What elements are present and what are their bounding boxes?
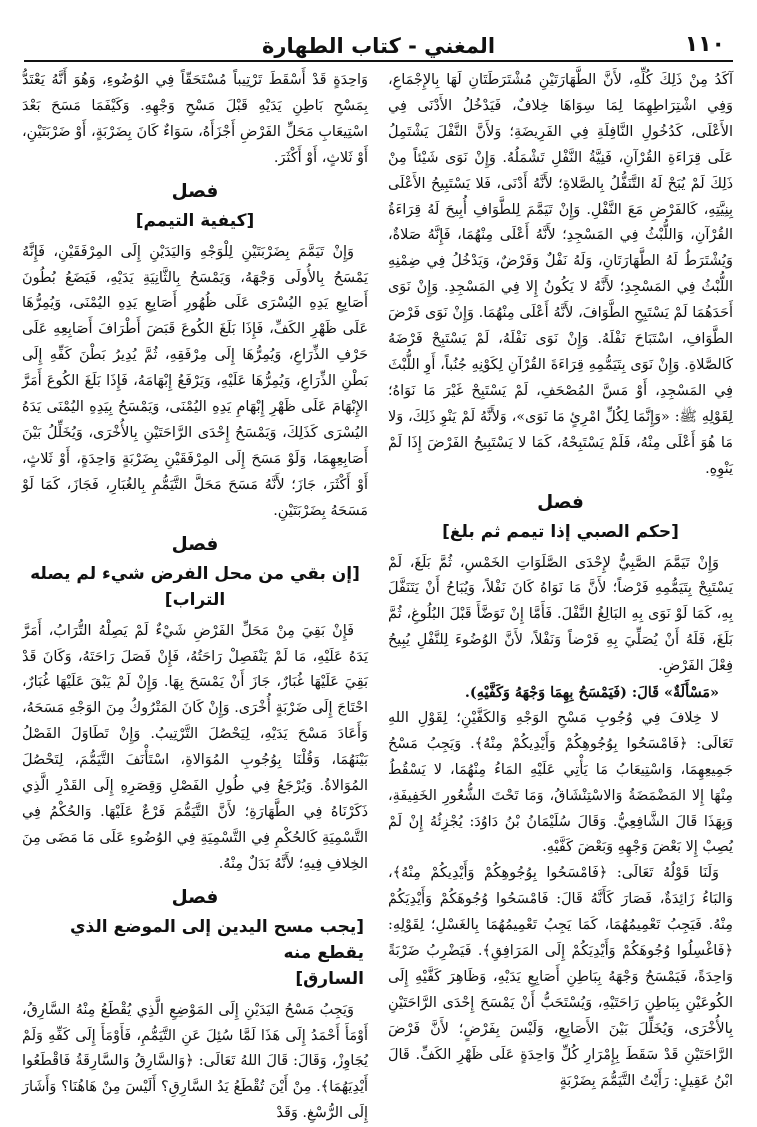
paragraph: وَيَجِبُ مَسْحُ اليَدَيْنِ إِلَى المَوْضِعِ الَّذِي يُقْطَعُ مِنْهُ السَّارِقُ، أَوْمَأَ أَحْمَدُ إِلَى هَذَا لَمَّا سُئِلَ عَنِ التَّيَمُّمِ، فَأَوْمَأَ إِلَى كَفِّهِ وَلَمْ يُجَاوِزْ، وَقَالَ: قَالَ اللهُ تَعَالَى: ﴿وَالسَّارِقُ وَالسَّارِقَةُ فَاقْطَعُوا أَيْدِيَهُمَا﴾. مِنْ أَيْنَ تُقْطَعُ يَدُ السَّارِقِ؟ أَلَيْسَ مِنْ هَاهُنَا؟ وَأَشَارَ إِلَى الرُّسْغِ. وَقَدْ	[22, 1001, 368, 1122]
header-divider	[24, 60, 733, 62]
page-header	[26, 22, 731, 62]
column-divider	[378, 66, 379, 1090]
running-title: المغني - كتاب الطهارة	[261, 34, 496, 58]
paragraph: وَاحِدَةٍ قَدْ أَسْقَطَ تَرْتِيباً مُسْتَحَقّاً فِي الوُضُوءِ، وَهُوَ أَنَّهُ يَعْتَدُّ بِمَسْحِ بَاطِنِ يَدَيْهِ قَبْلَ مَسْحِ وَجْهِهِ. وَكَيْفَمَا مَسَحَ بَعْدَ اسْتِيعَابِ مَحَلِّ الفَرْضِ أَجْزَأَهُ، سَوَاءٌ كَانَ بِضَرْبَةٍ، أَوْ ضَرْبَتَيْنِ، أَوْ ثَلاثٍ، أَوْ أَكْثَرَ.	[22, 72, 368, 166]
section-title: [إن بقي من محل الفرض شيء لم يصله التراب]	[30, 563, 360, 610]
paragraph: فَإِنْ بَقِيَ مِنْ مَحَلِّ الفَرْضِ شَيْءٌ لَمْ يَصِلْهُ التُّرَابُ، أَمَرَّ يَدَهُ عَلَيْهِ، مَا لَمْ يَنْفَصِلْ رَاحَتُهُ، فَإِنْ فَصَلَ رَاحَتَهُ، وَكَانَ قَدْ بَقِيَ عَلَيْهَا غُبَارٌ، جَازَ أَنْ يَمْسَحَ بِهَا. وَإِنْ لَمْ يَبْقَ عَلَيْهَا غُبَارٌ، احْتَاجَ إِلَى ضَرْبَةٍ أُخْرَى. وَإِنْ كَانَ المَتْرُوكُ مِنَ الوَجْهِ مَسَحَهُ، وَأَعَادَ مَسْحَ يَدَيْهِ، لِيَحْصُلَ التَّرْتِيبُ. وَإِنْ تَطَاوَلَ الفَصْلُ بَيْنَهُمَا، وَقُلْنَا بِوُجُوبِ المُوَالاةِ، اسْتَأْنَفَ التَّيَمُّمَ، لِتَحْصُلَ المُوَالاةُ. وَيُرْجَعُ فِي طُولِ الفَصْلِ وَقِصَرِهِ إِلَى القَدْرِ الَّذِي ذَكَرْنَاهُ فِي الطَّهَارَةِ؛ لأَنَّ التَّيَمُّمَ فَرْعٌ عَلَيْهَا. وَالحُكْمُ فِي التَّسْمِيَةِ كَالحُكْمِ فِي التَّسْمِيَةِ فِي الوُضُوءِ عَلَى مَا مَضَى مِنَ الخِلافِ فِيهِ؛ لأَنَّهُ بَدَلٌ مِنْهُ.	[22, 622, 368, 872]
section-heading: فصل	[171, 533, 219, 555]
section-title: [حكم الصبي إذا تيمم ثم بلغ]	[442, 521, 679, 542]
paragraph: وَإِنْ تَيَمَّمَ الصَّبِيُّ لإِحْدَى الصَّلَوَاتِ الخَمْسِ، ثُمَّ بَلَغَ، لَمْ يَسْتَبِحْ بِتَيَمُّمِهِ فَرْضاً؛ لأَنَّ مَا نَوَاهُ كَانَ نَفْلاً، وَيُبَاحُ أَنْ يَتَنَفَّلَ بِهِ، كَمَا لَوْ نَوَى بِهِ البَالِغُ النَّفْلَ. فَأَمَّا إِنْ تَوَضَّأَ قَبْلَ البُلُوغِ، ثُمَّ بَلَغَ، فَلَهُ أَنْ يُصَلِّيَ بِهِ فَرْضاً وَنَفْلاً، لأَنَّ الوُضُوءَ لِلنَّفْلِ يُبِيحُ فِعْلَ الفَرْضِ.	[388, 554, 733, 675]
section-title	[22, 914, 368, 992]
section-title-line: السارق]	[295, 968, 364, 989]
section-heading: فصل	[171, 886, 219, 908]
page-number: ١١٠	[684, 32, 725, 57]
paragraph: وَلَنَا قَوْلُهُ تَعَالَى: ﴿فَامْسَحُوا بِوُجُوهِكُمْ وَأَيْدِيكُمْ مِنْهُ﴾، وَالبَاءُ زَائِدَةٌ، فَصَارَ كَأَنَّهُ قَالَ: فَامْسَحُوا وُجُوهَكُمْ وَأَيْدِيَكُمْ مِنْهُ. فَيَجِبُ تَعْمِيمُهُمَا، كَمَا يَجِبُ تَعْمِيمُهُمَا بِالغَسْلِ؛ لِقَوْلِهِ: ﴿فَاغْسِلُوا وُجُوهَكُمْ وَأَيْدِيَكُمْ إِلَى المَرَافِقِ﴾. فَيَضْرِبُ ضَرْبَةً وَاحِدَةً، فَيَمْسَحُ وَجْهَهُ بِبَاطِنِ أَصَابِعِ يَدَيْهِ، وَظَاهِرَ كَفَّيْهِ إِلَى الكُوعَيْنِ بِبَاطِنِ رَاحَتَيْهِ، وَيُسْتَحَبُّ أَنْ يَمْسَحَ إِحْدَى الرَّاحَتَيْنِ بِالأُخْرَى، وَيُخَلِّلَ بَيْنَ الأَصَابِعِ، وَلَيْسَ بِفَرْضٍ؛ لأَنَّ فَرْضَ الرَّاحَتَيْنِ قَدْ سَقَطَ بِإِمْرَارِ كُلِّ وَاحِدَةٍ عَلَى ظَهْرِ الكَفِّ. قَالَ ابْنُ عَقِيلٍ: رَأَيْتُ التَّيَمُّمَ بِضَرْبَةٍ	[388, 865, 733, 1089]
left-column	[22, 68, 368, 1122]
paragraph: لا خِلافَ فِي وُجُوبِ مَسْحِ الوَجْهِ وَالكَفَّيْنِ؛ لِقَوْلِ اللهِ تَعَالَى: ﴿فَامْسَحُوا بِوُجُوهِكُمْ وَأَيْدِيكُمْ مِنْهُ﴾. وَيَجِبُ مَسْحُ جَمِيعِهِمَا، وَاسْتِيعَابُ مَا يَأْتِي عَلَيْهِ المَاءُ مِنْهُمَا، لا يَسْقُطُ مِنْهَا إِلا المَضْمَضَةُ وَالاسْتِنْشَاقُ، وَمَا تَحْتَ الشُّعُورِ الخَفِيفَةِ، وَبِهَذَا قَالَ الشَّافِعِيُّ. وَقَالَ سُلَيْمَانُ بْنُ دَاوُدَ: يُجْزِئُهُ إِنْ لَمْ يُصِبْ إِلا بَعْضَ وَجْهِهِ وَبَعْضَ كَفَّيْهِ.	[388, 709, 733, 856]
section-heading: فصل	[537, 491, 584, 513]
masala-heading: «مَسْأَلَةٌ» قَالَ: (فَيَمْسَحُ بِهِمَا وَجْهَهُ وَكَفَّيْهِ).	[464, 684, 719, 702]
paragraph: وَإِنْ تَيَمَّمَ بِضَرْبَتَيْنِ لِلْوَجْهِ وَاليَدَيْنِ إِلَى المِرْفَقَيْنِ، فَإِنَّهُ يَمْسَحُ بِالأُولَى وَجْهَهُ، وَيَمْسَحُ بِالثَّانِيَةِ يَدَيْهِ، فَيَضَعُ بُطُونَ أَصَابِعِ يَدِهِ اليُسْرَى عَلَى ظُهُورِ أَصَابِعِ يَدِهِ اليُمْنَى، وَيُمِرُّهَا عَلَى ظَهْرِ الكَفِّ، فَإِذَا بَلَغَ الكُوعَ قَبَضَ أَطْرَافَ أَصَابِعِهِ عَلَى حَرْفِ الذِّرَاعِ، وَيُمِرُّهَا إِلَى مِرْفَقِهِ، ثُمَّ يُدِيرُ بَطْنَ كَفِّهِ إِلَى بَطْنِ الذِّرَاعِ، وَيُمِرُّهَا عَلَيْهِ، وَيَرْفَعُ إِبْهَامَهُ، فَإِذَا بَلَغَ الكُوعَ أَمَرَّ الإِبْهَامَ عَلَى ظَهْرِ إِبْهَامِ يَدِهِ اليُمْنَى، وَيَمْسَحُ بِيَدِهِ اليُمْنَى يَدَهُ اليُسْرَى كَذَلِكَ، وَيَمْسَحُ إِحْدَى الرَّاحَتَيْنِ بِالأُخْرَى، وَيُخَلِّلُ بَيْنَ أَصَابِعِهِمَا، وَلَوْ مَسَحَ إِلَى المِرْفَقَيْنِ بِضَرْبَةٍ وَاحِدَةٍ، أَوْ ثَلاثٍ، أَوْ أَكْثَرَ، جَازَ؛ لأَنَّهُ مَسَحَ مَحَلَّ التَّيَمُّمِ بِالغُبَارِ، فَجَازَ، كَمَا لَوْ مَسَحَهُ بِضَرْبَتَيْنِ.	[22, 243, 368, 519]
right-column	[388, 68, 733, 1088]
paragraph: آكَدُ مِنْ ذَلِكَ كُلِّهِ، لأَنَّ الطَّهَارَتَيْنِ مُشْتَرَطَتَانِ لَهَا بِالإِجْمَاعِ، وَفِي اشْتِرَاطِهِمَا لِمَا سِوَاهَا خِلافٌ، فَيَدْخُلُ الأَدْنَى فِي الأَعْلَى، كَدُخُولِ النَّافِلَةِ فِي الفَرِيضَةِ؛ وَلأَنَّ النَّفْلَ يَشْتَمِلُ عَلَى قِرَاءَةِ القُرْآنِ، فَنِيَّةُ النَّفْلِ تَشْمَلُهُ. وَإِنْ نَوَى شَيْئاً مِنْ ذَلِكَ لَمْ يُبَحْ لَهُ التَّنَفُّلُ بِالصَّلاةِ؛ لأَنَّهُ أَدْنَى، فَلا يَسْتَبِيحُ الأَعْلَى بِنِيَّتِهِ، كَالفَرْضِ مَعَ النَّفْلِ. وَإِنْ تَيَمَّمَ لِلطَّوَافِ أُبِيحَ لَهُ قِرَاءَةُ القُرْآنِ، وَاللُّبْثُ فِي المَسْجِدِ؛ لأَنَّهُ أَعْلَى مِنْهُمَا، فَإِنَّهُ صَلاةٌ، وَيُشْتَرَطُ لَهُ الطَّهَارَتَانِ، وَلَهُ نَفْلٌ وَفَرْضٌ، وَيَدْخُلُ فِي ضِمْنِهِ اللُّبْثُ فِي المَسْجِدِ؛ لأَنَّهُ لا يَكُونُ إِلا فِي المَسْجِدِ. وَإِنْ نَوَى أَحَدَهُمَا لَمْ يَسْتَبِحِ الطَّوَافَ، لأَنَّهُ أَعْلَى مِنْهُمَا. وَإِنْ نَوَى فَرْضَ الطَّوَافِ، اسْتَبَاحَ نَفْلَهُ. وَإِنْ نَوَى نَفْلَهُ، لَمْ يَسْتَبِحْ فَرْضَهُ كَالصَّلاةِ. وَإِنْ نَوَى بِتَيَمُّمِهِ قِرَاءَةَ القُرْآنِ لِكَوْنِهِ جُنُباً، أَوِ اللُّبْثَ فِي المَسْجِدِ، أَوْ مَسَّ المُصْحَفِ، لَمْ يَسْتَبِحْ غَيْرَ مَا نَوَاهُ؛ لِقَوْلِهِ ﷺ: «وَإِنَّمَا لِكُلِّ امْرِئٍ مَا نَوَى»، وَلأَنَّهُ لَمْ يَنْوِ ذَلِكَ، وَلا مَا هُوَ أَعْلَى مِنْهُ، فَلَمْ يَسْتَبِحْهُ، كَمَا لا يَسْتَبِيحُ الفَرْضَ إِذَا لَمْ يَنْوِهِ.	[388, 72, 733, 477]
section-title: [كيفية التيمم]	[135, 210, 255, 231]
section-title-line: [يجب مسح اليدين إلى الموضع الذي يقطع منه	[69, 916, 364, 963]
section-heading: فصل	[171, 180, 219, 202]
